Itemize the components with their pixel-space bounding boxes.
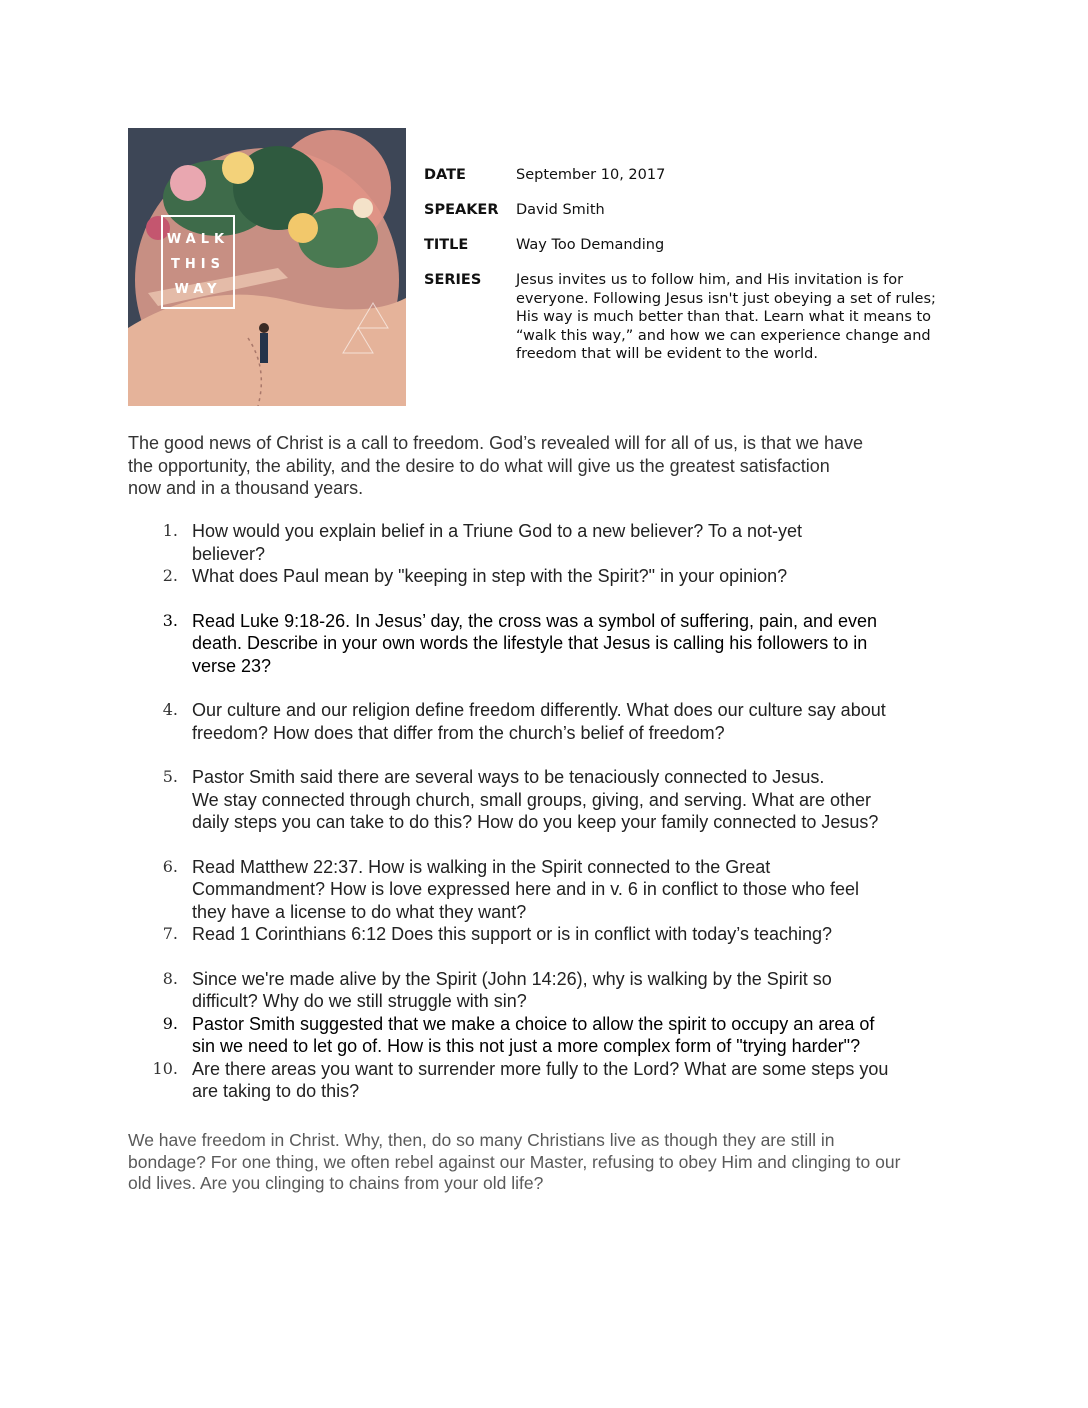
question-item (128, 565, 968, 588)
question-item (128, 1013, 968, 1058)
question-number: 7. (162, 924, 178, 943)
series-line: Jesus invites us to follow him, and His invitation is for (516, 272, 904, 288)
question-item (128, 923, 968, 946)
intro-paragraph (128, 432, 968, 500)
intro-line: the opportunity, the ability, and the desire to do what will give us the greatest satisfaction (128, 455, 830, 476)
question-line: they have a license to do what they want? (192, 901, 527, 922)
question-line: We stay connected through church, small groups, giving, and serving. What are other (192, 789, 872, 810)
meta-series (424, 271, 964, 364)
series-cover-art (128, 128, 406, 406)
intro-line: now and in a thousand years. (128, 478, 364, 498)
question-line: Read 1 Corinthians 6:12 Does this support or is in conflict with today’s teaching? (192, 924, 833, 944)
question-number: 6. (162, 856, 178, 876)
intro-line: The good news of Christ is a call to freedom. God’s revealed will for all of us, is that we have (128, 433, 864, 453)
question-line: verse 23? (192, 655, 272, 676)
series-line: His way is much better than that. Learn what it means to (516, 309, 932, 325)
cover-word-3: WAY (174, 282, 222, 297)
sermon-meta (424, 166, 964, 381)
date-label: DATE (424, 167, 466, 183)
question-line: Since we're made alive by the Spirit (John 14:26), why is walking by the Spirit so (192, 968, 832, 989)
question-line: Read Luke 9:18-26. In Jesus’ day, the cross was a symbol of suffering, pain, and even (192, 610, 878, 631)
question-item (128, 610, 968, 678)
cover-word-1: WALK (166, 232, 230, 247)
discussion-questions (128, 520, 968, 1103)
series-label: SERIES (424, 272, 482, 288)
question-number: 10. (152, 1058, 178, 1078)
question-line: Pastor Smith suggested that we make a choice to allow the spirit to occupy an area of (192, 1013, 875, 1034)
question-number: 9. (162, 1013, 178, 1033)
question-item (128, 766, 968, 834)
question-line: What does Paul mean by "keeping in step with the Spirit?" in your opinion? (192, 566, 788, 586)
question-number: 2. (162, 566, 178, 585)
question-item (128, 856, 968, 924)
question-item (128, 520, 968, 565)
meta-date (424, 166, 964, 184)
closing-line: old lives. Are you clinging to chains from your old life? (128, 1173, 544, 1193)
question-number: 5. (162, 767, 178, 786)
closing-line: We have freedom in Christ. Why, then, do so many Christians live as though they are still in (128, 1130, 835, 1150)
closing-line: bondage? For one thing, we often rebel against our Master, refusing to obey Him and clinging to our (128, 1151, 901, 1172)
question-line: Read Matthew 22:37. How is walking in the Spirit connected to the Great (192, 856, 771, 877)
question-line: difficult? Why do we still struggle with sin? (192, 991, 527, 1011)
meta-speaker (424, 201, 964, 219)
question-line: freedom? How does that differ from the church’s belief of freedom? (192, 722, 725, 743)
question-line: death. Describe in your own words the lifestyle that Jesus is calling his followers to in (192, 633, 868, 653)
question-number: 4. (162, 700, 178, 719)
question-line: believer? (192, 543, 266, 564)
question-line: sin we need to let go of. How is this not just a more complex form of "trying harder"? (192, 1036, 861, 1056)
question-number: 1. (162, 521, 178, 540)
question-line: daily steps you can take to do this? How do you keep your family connected to Jesus? (192, 812, 879, 832)
question-line: Commandment? How is love expressed here and in v. 6 in conflict to those who feel (192, 879, 860, 899)
series-line: everyone. Following Jesus isn't just obeying a set of rules; (516, 290, 936, 307)
date-value: September 10, 2017 (516, 167, 666, 183)
title-label: TITLE (424, 237, 469, 253)
cover-word-2: THIS (171, 257, 225, 272)
meta-title (424, 236, 964, 254)
question-item (128, 1058, 968, 1103)
title-value: Way Too Demanding (516, 237, 665, 253)
question-line: How would you explain belief in a Triune God to a new believer? To a not-yet (192, 521, 803, 541)
cover-illustration (128, 128, 406, 406)
question-line: Pastor Smith said there are several ways to be tenaciously connected to Jesus. (192, 767, 825, 787)
question-line: Our culture and our religion define freedom differently. What does our culture say about (192, 700, 886, 720)
question-line: Are there areas you want to surrender more fully to the Lord? What are some steps you (192, 1058, 889, 1079)
question-number: 8. (162, 968, 178, 988)
question-line: are taking to do this? (192, 1081, 360, 1101)
series-line: freedom that will be evident to the world. (516, 346, 818, 362)
series-line: “walk this way,” and how we can experience change and (516, 327, 931, 344)
speaker-label: SPEAKER (424, 202, 499, 218)
question-item (128, 968, 968, 1013)
question-item (128, 699, 968, 744)
closing-paragraph (128, 1130, 968, 1195)
question-number: 3. (162, 610, 178, 630)
series-description (516, 271, 964, 364)
speaker-value: David Smith (516, 202, 605, 218)
